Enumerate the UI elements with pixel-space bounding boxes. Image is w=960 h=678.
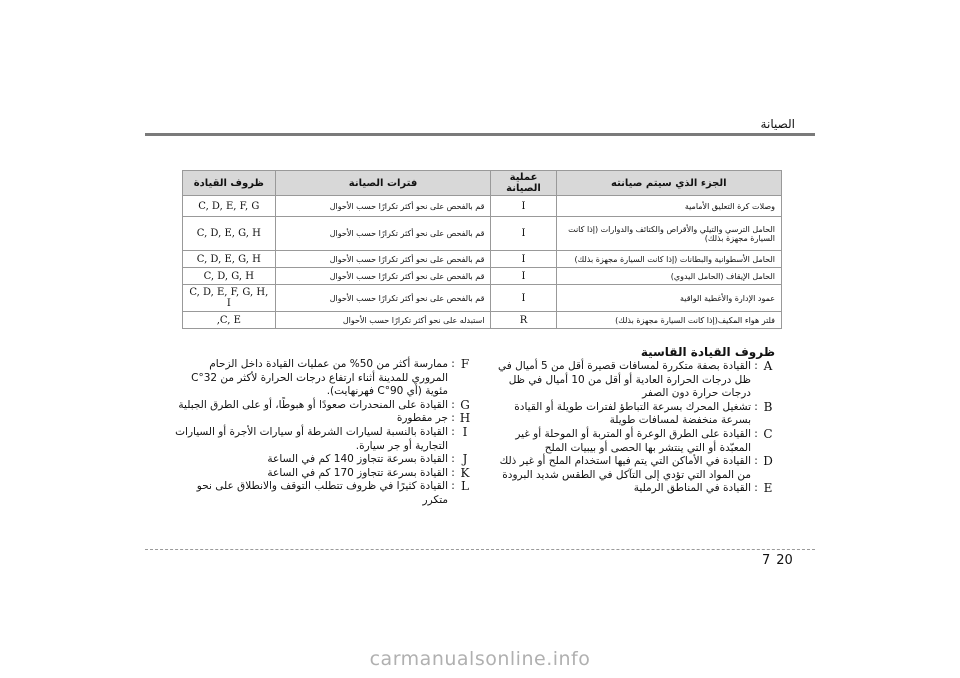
condition-text: القيادة بصفة متكررة لمسافات قصيرة أقل من 5 أميال في ظل درجات الحرارة العادية أو أقل من 10 أميال في ظل درجات حرارة دون الصفر — [498, 360, 751, 400]
condition-separator: : — [451, 453, 455, 466]
severe-conditions-title: ظروف القيادة القاسية — [640, 345, 775, 359]
table-row — [183, 268, 782, 285]
condition-letter: G — [460, 397, 470, 412]
condition-separator: : — [451, 480, 455, 493]
condition-item-a — [485, 360, 775, 401]
condition-item-b — [485, 401, 775, 428]
condition-item-k — [172, 467, 472, 481]
condition-letter: C — [763, 426, 773, 441]
condition-letter: H — [459, 411, 471, 426]
cell-interval: قم بالفحص على نحو أكثر تكرارًا حسب الأحوال — [275, 268, 491, 285]
cell-interval: قم بالفحص على نحو أكثر تكرارًا حسب الأحوال — [275, 285, 491, 312]
condition-letter: I — [462, 424, 468, 439]
cell-part: الحامل الترسي والتيلي والأقراص والكتائف والدوارات (إذا كانت السيارة مجهزة بذلك) — [556, 217, 781, 251]
table-row — [183, 196, 782, 217]
conditions-list-left — [172, 358, 472, 508]
condition-letter: L — [461, 479, 469, 494]
header-part: الجزء الذي سيتم صيانته — [556, 171, 781, 196]
condition-text: القيادة على الطرق الوعرة أو المتربة أو الموحلة أو غير المعبّدة أو التي ينتشر بها الحصى أو بيبيات الملح — [515, 427, 751, 454]
header-rule — [145, 133, 815, 136]
cell-part: فلتر هواء المكيف(إذا كانت السيارة مجهزة بذلك) — [556, 312, 781, 329]
cell-part: الحامل الإيقاف (الحامل اليدوي) — [556, 268, 781, 285]
condition-item-e — [485, 482, 775, 496]
condition-letter: K — [460, 465, 470, 480]
condition-item-d — [485, 455, 775, 482]
chapter-title: الصيانة — [760, 117, 795, 131]
condition-text: القيادة على المنحدرات صعودًا أو هبوطًا، أو على الطرق الجبلية — [178, 398, 448, 411]
condition-separator: : — [754, 360, 758, 372]
condition-text: جر مقطورة — [396, 412, 448, 425]
condition-letter: B — [763, 399, 773, 414]
condition-item-h — [172, 412, 472, 426]
cell-interval: استبدله على نحو أكثر تكرارًا حسب الأحوال — [275, 312, 491, 329]
cell-operation: I — [491, 217, 556, 251]
condition-separator: : — [451, 466, 455, 479]
condition-item-c — [485, 428, 775, 455]
table-header-row — [183, 171, 782, 196]
cell-part: الحامل الأسطوانية والبطانات (إذا كانت السيارة مجهزة بذلك) — [556, 251, 781, 268]
cell-interval: قم بالفحص على نحو أكثر تكرارًا حسب الأحوال — [275, 196, 491, 217]
cell-conditions: C, D, E, F, G — [183, 196, 276, 217]
condition-text: القيادة بسرعة تتجاوز 170 كم في الساعة — [267, 466, 448, 479]
page-number-value: 20 — [776, 553, 793, 568]
condition-text: القيادة بالنسبة لسيارات الشرطة أو سيارات الأجرة أو السيارات التجارية أو جر سيارة. — [175, 425, 448, 452]
condition-separator: : — [451, 398, 455, 411]
condition-item-f — [172, 358, 472, 399]
header-interval: فترات الصيانة — [275, 171, 491, 196]
condition-text: القيادة في المناطق الرملية — [633, 482, 751, 495]
condition-letter: D — [763, 454, 773, 469]
condition-text: تشغيل المحرك بسرعة التباطؤ لفترات طويلة أو القيادة بسرعة منخفضة لمسافات طويلة — [514, 400, 751, 427]
cell-interval: قم بالفحص على نحو أكثر تكرارًا حسب الأحوال — [275, 217, 491, 251]
maintenance-table — [182, 170, 782, 329]
condition-separator: : — [451, 412, 455, 425]
cell-conditions: C, D, E, G, H — [183, 251, 276, 268]
cell-interval: قم بالفحص على نحو أكثر تكرارًا حسب الأحوال — [275, 251, 491, 268]
cell-conditions: C, D, E, G, H — [183, 217, 276, 251]
condition-separator: : — [754, 455, 758, 468]
cell-operation: I — [491, 251, 556, 268]
cell-operation: I — [491, 268, 556, 285]
condition-separator: : — [754, 482, 758, 495]
condition-item-l — [172, 480, 472, 507]
condition-item-j — [172, 453, 472, 467]
cell-operation: I — [491, 285, 556, 312]
condition-letter: A — [763, 359, 773, 373]
condition-separator: : — [451, 358, 455, 370]
condition-text: القيادة كثيرًا في ظروف تتطلب التوقف والانطلاق على نحو متكرر — [196, 480, 448, 506]
condition-text: القيادة في الأماكن التي يتم فيها استخدام الملح أو غير ذلك من المواد التي تؤدي إلى التآكل في الطقس شديد البرودة — [499, 455, 751, 481]
footer-rule — [145, 549, 815, 550]
page-number — [762, 553, 793, 568]
chapter-number: 7 — [762, 553, 771, 568]
table-row — [183, 285, 782, 312]
cell-conditions: C, E, — [183, 312, 276, 329]
cell-conditions: C, D, E, F, G, H, I — [183, 285, 276, 312]
cell-operation: I — [491, 196, 556, 217]
condition-text: القيادة بسرعة تتجاوز 140 كم في الساعة — [267, 453, 448, 466]
condition-separator: : — [754, 427, 758, 440]
condition-letter: J — [462, 452, 468, 467]
watermark: carmanualsonline.info — [369, 648, 591, 670]
table-row — [183, 251, 782, 268]
table-row — [183, 217, 782, 251]
condition-separator: : — [754, 400, 758, 413]
cell-operation: R — [491, 312, 556, 329]
condition-letter: F — [460, 357, 470, 371]
cell-part: عمود الإدارة والأغطية الواقية — [556, 285, 781, 312]
cell-part: وصلات كرة التعليق الأمامية — [556, 196, 781, 217]
conditions-list-right — [485, 360, 775, 496]
condition-item-i — [172, 426, 472, 453]
table-row — [183, 312, 782, 329]
header-operation: عملية الصيانة — [491, 171, 556, 196]
condition-item-g — [172, 399, 472, 413]
condition-separator: : — [451, 425, 455, 438]
cell-conditions: C, D, G, H — [183, 268, 276, 285]
header-conditions: ظروف القيادة — [183, 171, 276, 196]
condition-letter: E — [763, 481, 773, 496]
condition-text: ممارسة أكثر من 50% من عمليات القيادة داخل الزحام المروري للمدينة أثناء ارتفاع درجات الحرارة لأكثر من 32°C مئوية (أي 90°C فهرنهايت). — [191, 358, 448, 398]
